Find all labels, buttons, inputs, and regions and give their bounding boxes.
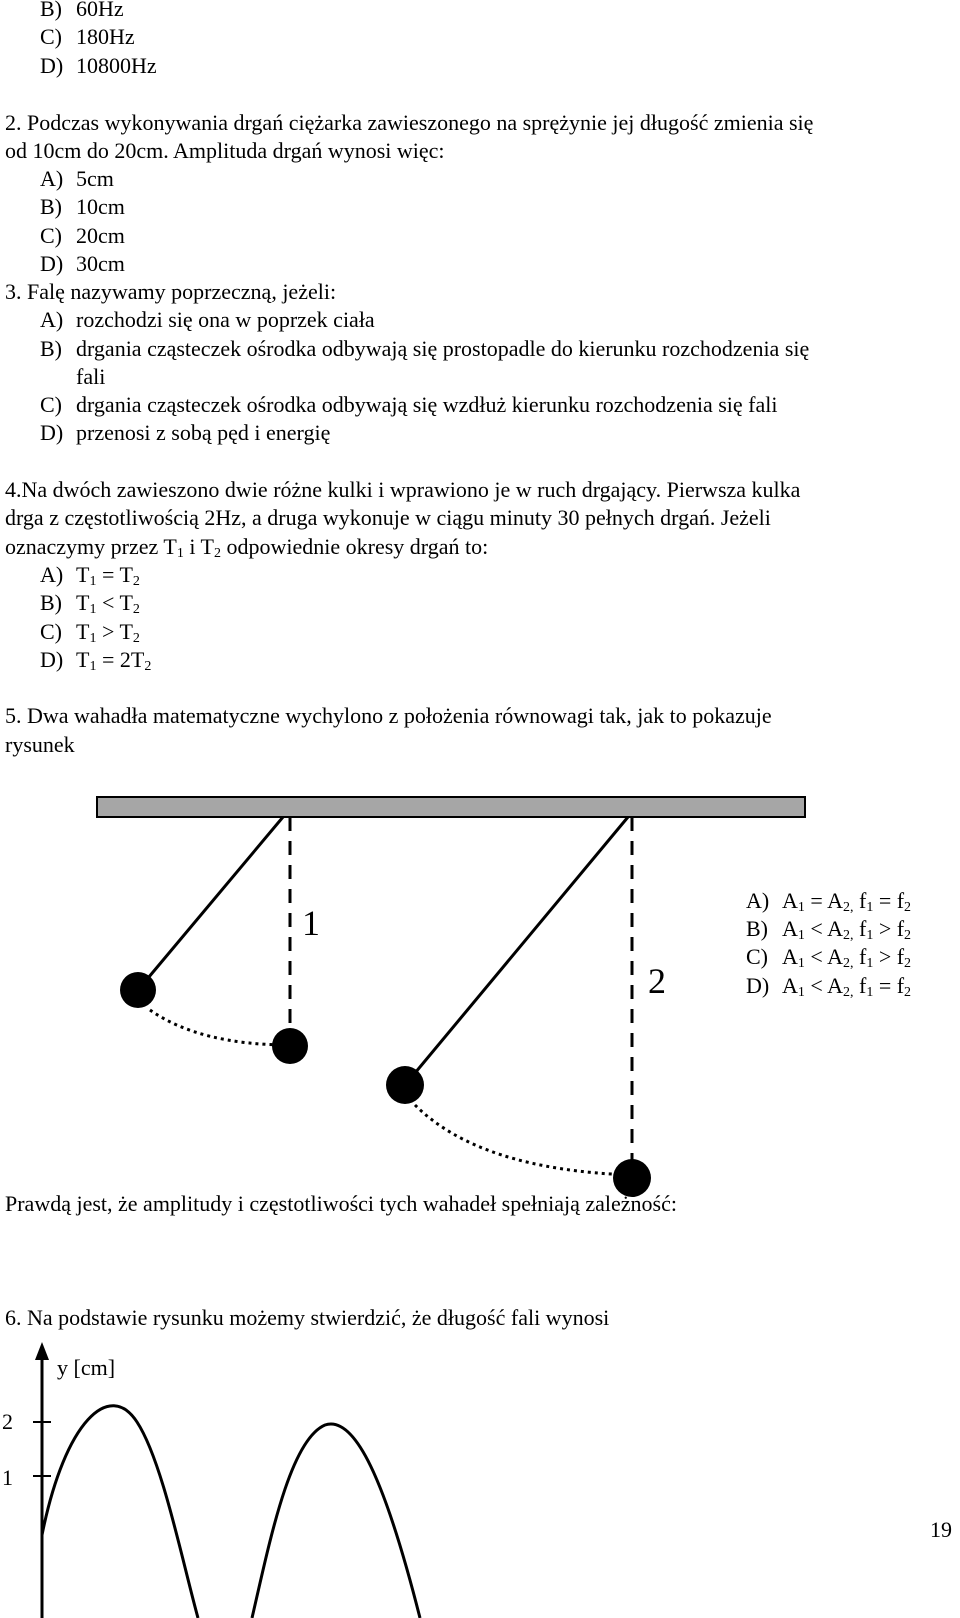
- pendulum1-ball-equilibrium: [272, 1028, 308, 1064]
- wave-curve: [42, 1406, 420, 1618]
- q4-option-b: B) $T_1 < T_2$: [40, 590, 140, 617]
- q2-option-a: A) 5cm: [40, 166, 114, 191]
- q2-text-line1: 2. Podczas wykonywania drgań ciężarka zawieszonego na sprężynie jej długość zmienia się: [5, 110, 814, 135]
- q4-option-c: C) $T_1 > T_2$: [40, 619, 140, 646]
- pendulum1-ball-deflected: [120, 972, 156, 1008]
- q3-option-c: C) drgania cząsteczek ośrodka odbywają się wzdłuż kierunku rozchodzenia się fali: [40, 392, 778, 417]
- q5-option-d: D) $A_1 < A_{2,}$ $f_1 = f_2$: [746, 973, 912, 1000]
- q1-option-d: D) 10800Hz: [40, 53, 157, 78]
- q5-option-b: B) $A_1 < A_{2,}$ $f_1 > f_2$: [746, 916, 912, 943]
- q2-option-d: D) 30cm: [40, 251, 125, 276]
- q2-text-line2: od 10cm do 20cm. Amplituda drgań wynosi więc:: [5, 138, 445, 163]
- y-axis-label: y [cm]: [57, 1355, 116, 1380]
- q3-option-d: D) przenosi z sobą pęd i energię: [40, 420, 331, 445]
- q4-text-line3: oznaczymy przez $T_1$ i $T_2$ odpowiednie okresy drgań to:: [5, 534, 489, 561]
- q4-text-line1: 4.Na dwóch zawieszono dwie różne kulki i wprawiono je w ruch drgający. Pierwsza kulka: [5, 477, 801, 502]
- q1-option-b: B) 60Hz: [40, 0, 124, 21]
- q4-text-line2: drga z częstotliwością 2Hz, a druga wykonuje w ciągu minuty 30 pełnych drgań. Jeżeli: [5, 505, 771, 530]
- pendulum2-arc: [415, 1105, 632, 1175]
- pendulum1-label: 1: [302, 903, 320, 943]
- q3-text-line1: 3. Falę nazywamy poprzeczną, jeżeli:: [5, 279, 337, 304]
- pendulum1-arc: [150, 1010, 290, 1045]
- pendulum1-string: [138, 817, 283, 990]
- pendulum2-ball-deflected: [386, 1066, 424, 1104]
- y-tick-label-2: 2: [2, 1409, 13, 1434]
- y-axis-arrowhead: [35, 1342, 49, 1360]
- q3-option-b: B) drgania cząsteczek ośrodka odbywają się prostopadle do kierunku rozchodzenia się: [40, 336, 810, 361]
- q2-option-c: C) 20cm: [40, 223, 125, 248]
- q2-option-b: B) 10cm: [40, 194, 125, 219]
- q4-option-a: A) $T_1 = T_2$: [40, 562, 140, 589]
- page-number: 19: [930, 1517, 952, 1542]
- y-tick-label-1: 1: [2, 1465, 13, 1490]
- q3-option-b-cont: fali: [76, 364, 106, 389]
- pendulum2-string: [405, 817, 628, 1085]
- pendulum2-label: 2: [648, 961, 666, 1001]
- q5-statement: Prawdą jest, że amplitudy i częstotliwości tych wahadeł spełniają zależność:: [5, 1191, 677, 1216]
- q5-option-a: A) $A_1 = A_{2,}$ $f_1 = f_2$: [746, 888, 912, 915]
- ceiling-bar: [97, 797, 805, 817]
- q3-option-a: A) rozchodzi się ona w poprzek ciała: [40, 307, 375, 332]
- q5-text-line2: rysunek: [5, 732, 75, 757]
- q5-option-c: C) $A_1 < A_{2,}$ $f_1 > f_2$: [746, 944, 912, 971]
- q5-text-line1: 5. Dwa wahadła matematyczne wychylono z położenia równowagi tak, jak to pokazuje: [5, 703, 772, 728]
- q1-option-c: C) 180Hz: [40, 24, 135, 49]
- q6-text-line1: 6. Na podstawie rysunku możemy stwierdzić, że długość fali wynosi: [5, 1305, 610, 1330]
- q4-option-d: D) $T_1 = 2T_2$: [40, 647, 152, 674]
